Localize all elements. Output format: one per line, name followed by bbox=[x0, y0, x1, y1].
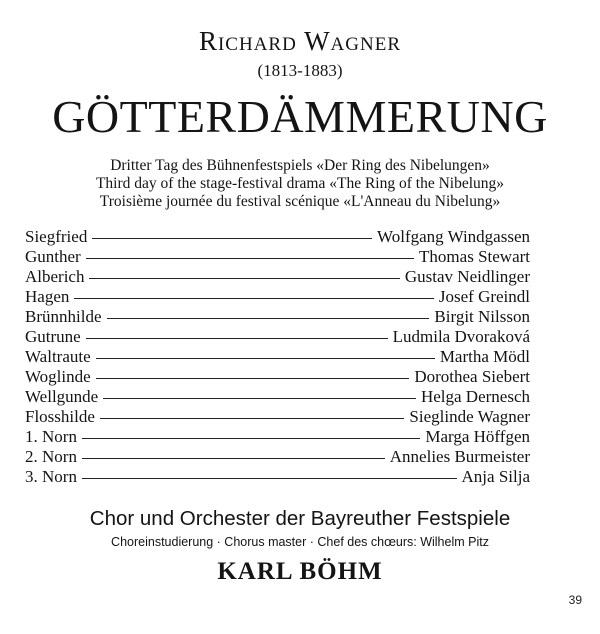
cast-row bbox=[25, 247, 530, 267]
cast-singer: Martha Mödl bbox=[439, 347, 530, 366]
cast-singer: Helga Dernesch bbox=[420, 387, 530, 406]
cast-singer: Annelies Burmeister bbox=[389, 447, 530, 466]
cast-singer: Sieglinde Wagner bbox=[409, 407, 530, 426]
chorus-master-credit: Choreinstudierung · Chorus master · Chef des chœurs: Wilhelm Pitz bbox=[111, 535, 489, 549]
dotted-leader bbox=[74, 298, 434, 299]
cast-role: Alberich bbox=[25, 267, 85, 286]
dotted-leader bbox=[100, 418, 405, 419]
cast-row bbox=[25, 327, 530, 347]
cast-singer: Gustav Neidlinger bbox=[404, 267, 530, 286]
dotted-leader bbox=[107, 318, 430, 319]
dotted-leader bbox=[103, 398, 416, 399]
cast-role: 3. Norn bbox=[25, 467, 77, 486]
cast-row bbox=[25, 227, 530, 247]
composer-dates: (1813-1883) bbox=[257, 61, 343, 80]
cast-row bbox=[25, 347, 530, 367]
cast-role: 1. Norn bbox=[25, 427, 77, 446]
cast-singer: Birgit Nilsson bbox=[434, 307, 530, 326]
cast-row bbox=[25, 287, 530, 307]
cast-row bbox=[25, 407, 530, 427]
subtitle-german: Dritter Tag des Bühnenfestspiels «Der Ring des Nibelungen» bbox=[110, 157, 490, 174]
cast-role: Gutrune bbox=[25, 327, 81, 346]
conductor-name: KARL BÖHM bbox=[217, 558, 383, 585]
cast-row bbox=[25, 427, 530, 447]
cast-role: Wellgunde bbox=[25, 387, 99, 406]
composer-name: Richard Wagner bbox=[198, 26, 402, 56]
dotted-leader bbox=[82, 438, 420, 439]
cast-role: Gunther bbox=[25, 247, 81, 266]
dotted-leader bbox=[96, 378, 410, 379]
cast-singer: Marga Höffgen bbox=[425, 427, 530, 446]
cast-role: Brünnhilde bbox=[25, 307, 102, 326]
cast-singer: Thomas Stewart bbox=[419, 247, 530, 266]
cast-list bbox=[25, 227, 530, 487]
cast-role: Flosshilde bbox=[25, 407, 95, 426]
cast-singer: Wolfgang Windgassen bbox=[377, 227, 530, 246]
cast-role: Waltraute bbox=[25, 347, 91, 366]
cast-row bbox=[25, 387, 530, 407]
page-number: 39 bbox=[568, 593, 582, 607]
cast-singer: Anja Silja bbox=[461, 467, 530, 486]
cast-role: Siegfried bbox=[25, 227, 88, 246]
cast-singer: Ludmila Dvoraková bbox=[392, 327, 530, 346]
cast-row bbox=[25, 447, 530, 467]
cast-row bbox=[25, 307, 530, 327]
dotted-leader bbox=[82, 478, 457, 479]
dotted-leader bbox=[92, 238, 372, 239]
cast-singer: Josef Greindl bbox=[438, 287, 530, 306]
dotted-leader bbox=[96, 358, 435, 359]
chorus-orchestra: Chor und Orchester der Bayreuther Festspiele bbox=[89, 507, 511, 530]
cast-row bbox=[25, 367, 530, 387]
cast-row bbox=[25, 267, 530, 287]
subtitle-french: Troisième journée du festival scénique «L'Anneau du Nibelung» bbox=[99, 193, 501, 210]
cast-role: Hagen bbox=[25, 287, 70, 306]
cast-role: 2. Norn bbox=[25, 447, 77, 466]
dotted-leader bbox=[82, 458, 385, 459]
subtitle-english: Third day of the stage-festival drama «The Ring of the Nibelung» bbox=[95, 175, 505, 192]
cast-role: Woglinde bbox=[25, 367, 91, 386]
opera-title: GÖTTERDÄMMERUNG bbox=[52, 91, 548, 142]
dotted-leader bbox=[86, 258, 414, 259]
dotted-leader bbox=[86, 338, 388, 339]
cast-row bbox=[25, 467, 530, 487]
cast-singer: Dorothea Siebert bbox=[414, 367, 530, 386]
dotted-leader bbox=[89, 278, 399, 279]
